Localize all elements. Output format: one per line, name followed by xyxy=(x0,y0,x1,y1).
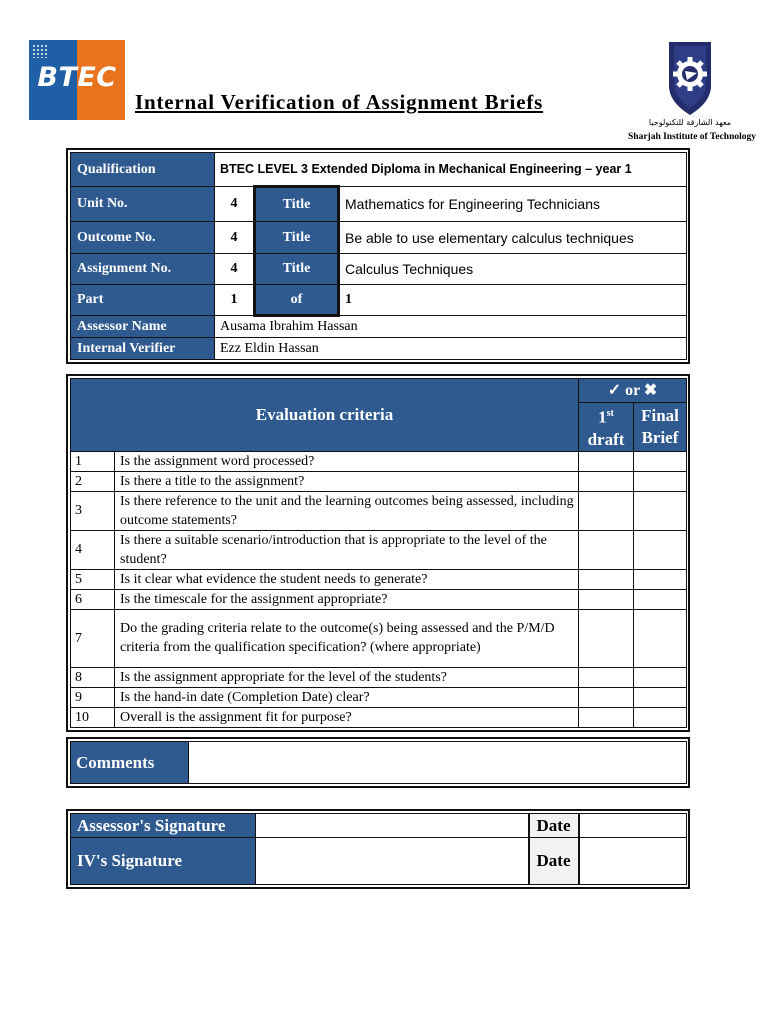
unit-title: Mathematics for Engineering Technicians xyxy=(339,187,687,222)
qualification-row xyxy=(71,153,687,187)
comments-field[interactable] xyxy=(189,742,687,784)
verifier-label: Internal Verifier xyxy=(71,338,215,360)
criteria-question: Is there a suitable scenario/introduction that is appropriate to the level of the student? xyxy=(115,530,579,569)
assessor-date-label: Date xyxy=(529,814,579,838)
criteria-question: Is the assignment appropriate for the level of the students? xyxy=(115,667,579,687)
final-brief-header xyxy=(634,403,687,452)
institute-name: Sharjah Institute of Technology xyxy=(628,132,757,142)
shield-gear-icon xyxy=(666,40,714,116)
criteria-number: 8 xyxy=(71,667,115,687)
first-draft-check-cell[interactable] xyxy=(579,471,634,491)
iv-signature-field[interactable] xyxy=(256,838,529,885)
criteria-question: Overall is the assignment fit for purpose? xyxy=(115,707,579,727)
criteria-number: 3 xyxy=(71,491,115,530)
comments-table xyxy=(70,741,687,784)
iv-signature-row xyxy=(71,838,687,885)
signature-table xyxy=(70,813,687,885)
criteria-row xyxy=(71,707,687,727)
first-draft-check-cell[interactable] xyxy=(579,687,634,707)
assignment-row xyxy=(71,254,687,285)
criteria-number: 1 xyxy=(71,451,115,471)
criteria-row xyxy=(71,451,687,471)
part-label: Part xyxy=(71,285,215,316)
assignment-title-label: Title xyxy=(255,254,339,285)
final-brief-check-cell[interactable] xyxy=(634,451,687,471)
criteria-question: Is there a title to the assignment? xyxy=(115,471,579,491)
of-label: of xyxy=(255,285,339,316)
evaluation-header-row xyxy=(71,379,687,403)
comments-frame xyxy=(66,737,690,788)
unit-title-label: Title xyxy=(255,187,339,222)
final-brief-check-cell[interactable] xyxy=(634,491,687,530)
qualification-table xyxy=(70,152,687,360)
criteria-row xyxy=(71,530,687,569)
first-draft-check-cell[interactable] xyxy=(579,707,634,727)
criteria-question: Is the timescale for the assignment appropriate? xyxy=(115,589,579,609)
criteria-number: 5 xyxy=(71,569,115,589)
first-draft-check-cell[interactable] xyxy=(579,569,634,589)
criteria-row xyxy=(71,687,687,707)
first-draft-check-cell[interactable] xyxy=(579,491,634,530)
document-title: Internal Verification of Assignment Briefs xyxy=(135,90,544,114)
outcome-title-label: Title xyxy=(255,222,339,254)
criteria-number: 7 xyxy=(71,609,115,667)
assessor-label: Assessor Name xyxy=(71,316,215,338)
criteria-question: Do the grading criteria relate to the outcome(s) being assessed and the P/M/D criteria from the qualification specification? (where appropriate) xyxy=(115,609,579,667)
criteria-number: 10 xyxy=(71,707,115,727)
criteria-question: Is the assignment word processed? xyxy=(115,451,579,471)
criteria-number: 6 xyxy=(71,589,115,609)
assignment-title: Calculus Techniques xyxy=(339,254,687,285)
criteria-row xyxy=(71,569,687,589)
assessor-name: Ausama Ibrahim Hassan xyxy=(215,316,687,338)
btec-logo-text: BTEC xyxy=(37,62,117,93)
first-draft-check-cell[interactable] xyxy=(579,451,634,471)
brief-label: Brief xyxy=(641,427,679,447)
first-draft-check-cell[interactable] xyxy=(579,589,634,609)
qualification-frame xyxy=(66,148,690,364)
outcome-label: Outcome No. xyxy=(71,222,215,254)
final-brief-check-cell[interactable] xyxy=(634,609,687,667)
criteria-question: Is it clear what evidence the student needs to generate? xyxy=(115,569,579,589)
first-draft-word: draft xyxy=(587,429,625,449)
final-brief-check-cell[interactable] xyxy=(634,471,687,491)
criteria-number: 4 xyxy=(71,530,115,569)
assessor-signature-row xyxy=(71,814,687,838)
final-brief-check-cell[interactable] xyxy=(634,687,687,707)
iv-date-label: Date xyxy=(529,838,579,885)
outcome-title: Be able to use elementary calculus techniques xyxy=(339,222,687,254)
final-brief-check-cell[interactable] xyxy=(634,530,687,569)
first-draft-check-cell[interactable] xyxy=(579,667,634,687)
iv-signature-label: IV's Signature xyxy=(71,838,256,885)
unit-label: Unit No. xyxy=(71,187,215,222)
assessor-row xyxy=(71,316,687,338)
first-draft-number: 1 xyxy=(598,407,607,427)
check-or-cross-header: ✓ or ✖ xyxy=(579,379,687,403)
evaluation-frame xyxy=(66,374,690,732)
assignment-number: 4 xyxy=(215,254,255,285)
evaluation-table xyxy=(70,378,687,728)
btec-logo xyxy=(29,40,125,120)
criteria-row xyxy=(71,589,687,609)
criteria-question: Is there reference to the unit and the learning outcomes being assessed, including outcome statements? xyxy=(115,491,579,530)
sit-logo xyxy=(628,40,757,146)
criteria-question: Is the hand-in date (Completion Date) clear? xyxy=(115,687,579,707)
comments-row xyxy=(71,742,687,784)
evaluation-criteria-header: Evaluation criteria xyxy=(71,379,579,452)
comments-label: Comments xyxy=(71,742,189,784)
unit-number: 4 xyxy=(215,187,255,222)
final-brief-check-cell[interactable] xyxy=(634,667,687,687)
assessor-date-field[interactable] xyxy=(579,814,687,838)
assessor-signature-label: Assessor's Signature xyxy=(71,814,256,838)
btec-logo-dots xyxy=(32,44,48,58)
part-number: 1 xyxy=(215,285,255,316)
first-draft-superscript: st xyxy=(606,408,614,419)
final-brief-check-cell[interactable] xyxy=(634,569,687,589)
criteria-row xyxy=(71,471,687,491)
final-label: Final xyxy=(641,405,679,425)
criteria-row xyxy=(71,491,687,530)
qualification-label: Qualification xyxy=(71,153,215,187)
assignment-label: Assignment No. xyxy=(71,254,215,285)
unit-row xyxy=(71,187,687,222)
part-total: 1 xyxy=(339,285,687,316)
outcome-row xyxy=(71,222,687,254)
final-brief-check-cell[interactable] xyxy=(634,707,687,727)
criteria-row xyxy=(71,667,687,687)
iv-date-field[interactable] xyxy=(579,838,687,885)
first-draft-check-cell[interactable] xyxy=(579,609,634,667)
criteria-number: 9 xyxy=(71,687,115,707)
first-draft-check-cell[interactable] xyxy=(579,530,634,569)
criteria-number: 2 xyxy=(71,471,115,491)
assessor-signature-field[interactable] xyxy=(256,814,529,838)
final-brief-check-cell[interactable] xyxy=(634,589,687,609)
verifier-name: Ezz Eldin Hassan xyxy=(215,338,687,360)
outcome-number: 4 xyxy=(215,222,255,254)
institute-arabic-name: معهد الشارقة للتكنولوجيا xyxy=(648,118,732,127)
verifier-row xyxy=(71,338,687,360)
signature-frame xyxy=(66,809,690,889)
part-row xyxy=(71,285,687,316)
first-draft-header xyxy=(579,403,634,452)
qualification-value: BTEC LEVEL 3 Extended Diploma in Mechanical Engineering – year 1 xyxy=(215,153,687,187)
criteria-row xyxy=(71,609,687,667)
